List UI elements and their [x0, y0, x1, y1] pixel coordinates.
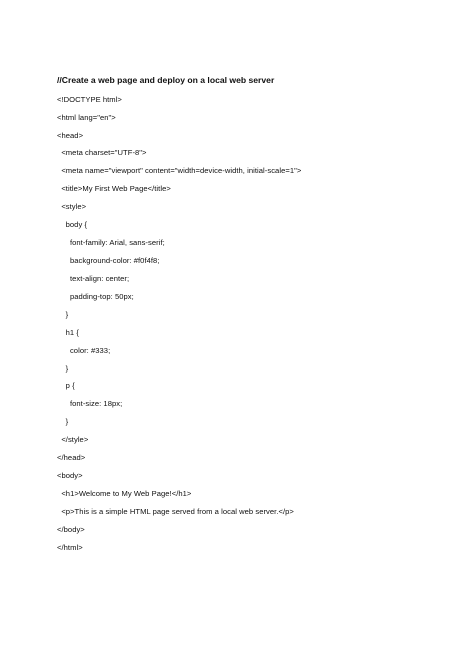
code-line: <!DOCTYPE html> — [57, 95, 122, 104]
code-line: <html lang="en"> — [57, 113, 116, 122]
code-line: } — [57, 417, 69, 426]
code-line: <body> — [57, 471, 83, 480]
code-line: font-size: 18px; — [57, 399, 123, 408]
code-line: p { — [57, 381, 75, 390]
code-line: font-family: Arial, sans-serif; — [57, 238, 165, 247]
code-line: <title>My First Web Page</title> — [57, 184, 171, 193]
code-line: </style> — [57, 435, 89, 444]
code-line: text-align: center; — [57, 274, 130, 283]
code-line: <meta name="viewport" content="width=device-width, initial-scale=1"> — [57, 166, 302, 175]
code-line: <head> — [57, 131, 84, 140]
code-line: <meta charset="UTF-8"> — [57, 148, 147, 157]
code-line: } — [57, 310, 69, 319]
code-line: </html> — [57, 543, 83, 552]
document-heading: //Create a web page and deploy on a local web server — [57, 75, 275, 85]
code-line: <p>This is a simple HTML page served from a local web server.</p> — [57, 507, 294, 516]
code-line: padding-top: 50px; — [57, 292, 134, 301]
code-line: </head> — [57, 453, 86, 462]
code-line: background-color: #f0f4f8; — [57, 256, 160, 265]
code-line: <h1>Welcome to My Web Page!</h1> — [57, 489, 192, 498]
code-line: color: #333; — [57, 346, 111, 355]
code-line: <style> — [57, 202, 87, 211]
code-line: body { — [57, 220, 88, 229]
code-line: } — [57, 364, 69, 373]
code-line: h1 { — [57, 328, 79, 337]
code-line: </body> — [57, 525, 85, 534]
